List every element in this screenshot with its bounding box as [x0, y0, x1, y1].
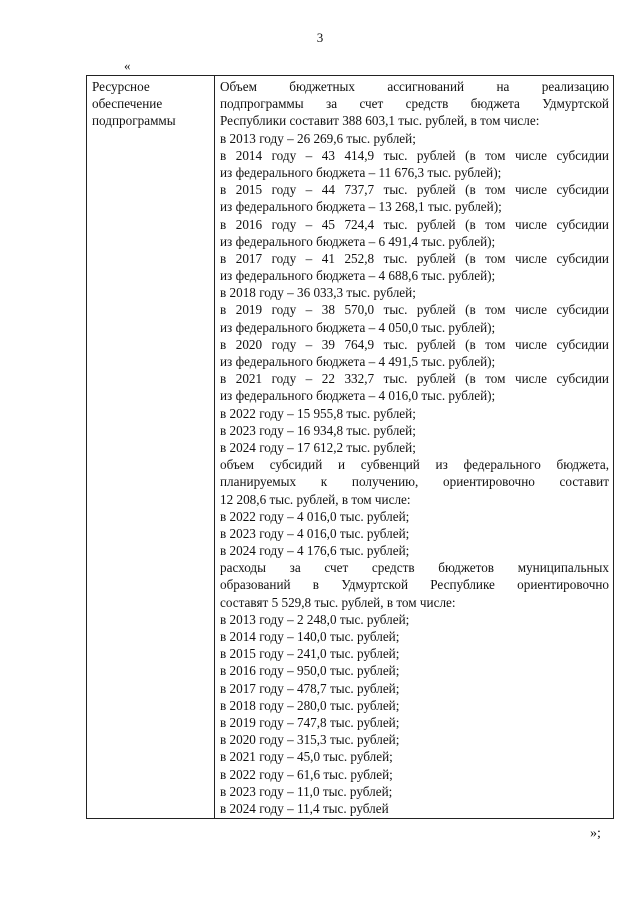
resource-provision-table — [86, 75, 614, 819]
content-line: в 2017 году – 41 252,8 тыс. рублей (в том числе субсидии — [220, 250, 609, 266]
content-line: в 2024 году – 11,4 тыс. рублей — [220, 800, 389, 816]
content-line: в 2014 году – 43 414,9 тыс. рублей (в том числе субсидии — [220, 147, 609, 163]
content-line: из федерального бюджета – 13 268,1 тыс. рублей); — [220, 199, 502, 215]
content-line: планируемых к получению, ориентировочно составит — [220, 474, 609, 490]
content-line: в 2023 году – 4 016,0 тыс. рублей; — [220, 525, 410, 541]
opening-quote-mark: « — [124, 58, 131, 73]
content-line: в 2020 году – 39 764,9 тыс. рублей (в том числе субсидии — [220, 336, 609, 352]
table-row — [87, 76, 614, 819]
row-label: Ресурсное обеспечение подпрограммы — [92, 79, 176, 129]
content-line: в 2016 году – 45 724,4 тыс. рублей (в том числе субсидии — [220, 216, 609, 232]
content-line: в 2017 году – 478,7 тыс. рублей; — [220, 680, 400, 696]
content-line: в 2013 году – 26 269,6 тыс. рублей; — [220, 130, 416, 146]
content-line: в 2021 году – 45,0 тыс. рублей; — [220, 749, 393, 765]
content-line: образований в Удмуртской Республике ориентировочно — [220, 577, 609, 593]
content-line: в 2022 году – 15 955,8 тыс. рублей; — [220, 405, 416, 421]
content-line: в 2016 году – 950,0 тыс. рублей; — [220, 663, 400, 679]
content-line: в 2022 году – 61,6 тыс. рублей; — [220, 766, 393, 782]
content-line: составят 5 529,8 тыс. рублей, в том числе: — [220, 594, 456, 610]
content-line: Объем бюджетных ассигнований на реализацию — [220, 79, 609, 94]
content-line: в 2015 году – 44 737,7 тыс. рублей (в том числе субсидии — [220, 182, 609, 198]
closing-quote-mark: »; — [590, 826, 601, 841]
content-line: в 2018 году – 280,0 тыс. рублей; — [220, 697, 400, 713]
content-line: подпрограммы за счет средств бюджета Удмуртской — [220, 96, 609, 112]
content-line: в 2023 году – 16 934,8 тыс. рублей; — [220, 422, 416, 438]
content-line: объем субсидий и субвенций из федерального бюджета, — [220, 457, 609, 473]
content-cell — [215, 76, 614, 819]
content-line: в 2013 году – 2 248,0 тыс. рублей; — [220, 611, 410, 627]
content-line: в 2014 году – 140,0 тыс. рублей; — [220, 629, 400, 644]
content-line: из федерального бюджета – 11 676,3 тыс. рублей); — [220, 164, 502, 180]
content-line: в 2020 году – 315,3 тыс. рублей; — [220, 732, 400, 748]
content-line: из федерального бюджета – 6 491,4 тыс. рублей); — [220, 233, 496, 249]
content-line: из федерального бюджета – 4 050,0 тыс. рублей); — [220, 319, 496, 335]
content-line: из федерального бюджета – 4 491,5 тыс. рублей); — [220, 354, 496, 369]
content-line: в 2024 году – 4 176,6 тыс. рублей; — [220, 543, 410, 559]
content-line: в 2022 году – 4 016,0 тыс. рублей; — [220, 508, 410, 524]
content-line: Республики составит 388 603,1 тыс. рублей, в том числе: — [220, 113, 540, 129]
content-line: 12 208,6 тыс. рублей, в том числе: — [220, 491, 411, 507]
content-line: в 2018 году – 36 033,3 тыс. рублей; — [220, 285, 416, 301]
content-line: в 2023 году – 11,0 тыс. рублей; — [220, 783, 393, 799]
content-line: расходы за счет средств бюджетов муниципальных — [220, 560, 609, 576]
content-line: из федерального бюджета – 4 016,0 тыс. рублей); — [220, 388, 496, 404]
page-number: 3 — [316, 30, 324, 45]
content-line: в 2021 году – 22 332,7 тыс. рублей (в том числе субсидии — [220, 371, 609, 387]
content-line: из федерального бюджета – 4 688,6 тыс. рублей); — [220, 268, 496, 284]
content-line: в 2019 году – 747,8 тыс. рублей; — [220, 714, 400, 730]
content-line: в 2024 году – 17 612,2 тыс. рублей; — [220, 439, 416, 455]
label-cell — [87, 76, 215, 819]
content-line: в 2015 году – 241,0 тыс. рублей; — [220, 646, 400, 662]
content-lines — [215, 76, 613, 818]
content-line: в 2019 году – 38 570,0 тыс. рублей (в том числе субсидии — [220, 302, 609, 318]
